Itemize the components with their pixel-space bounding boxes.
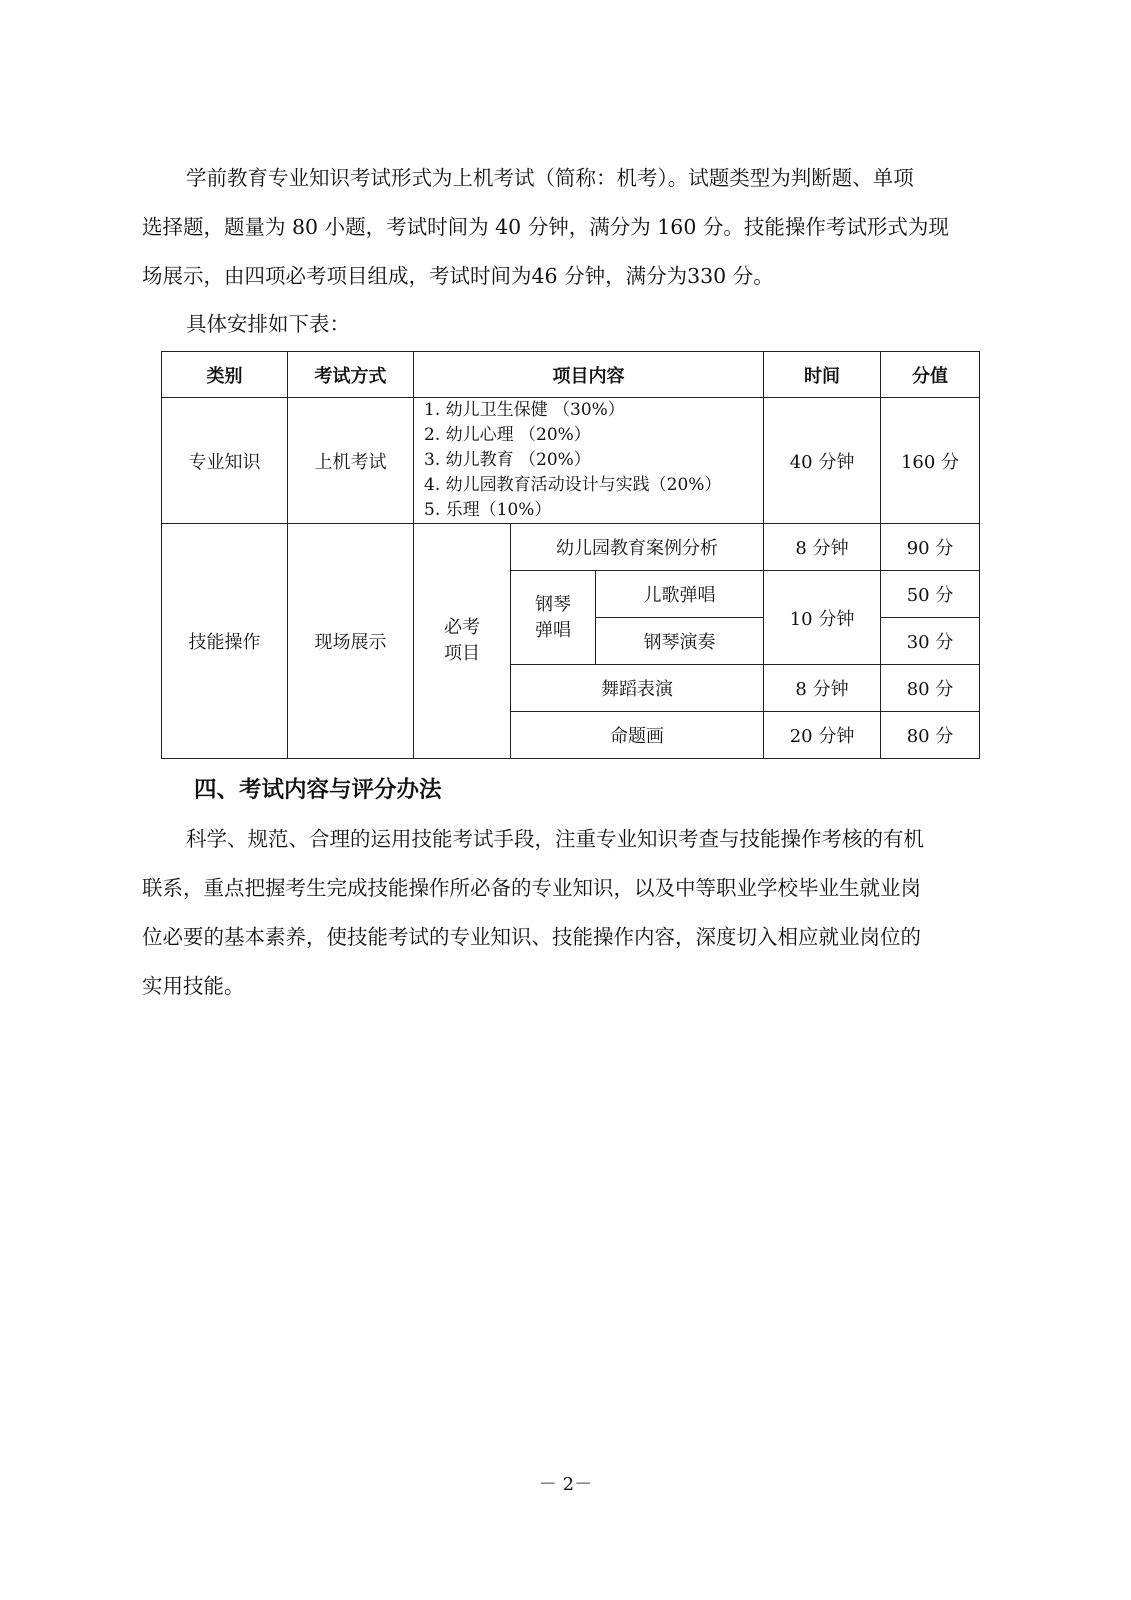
piano-performance-name: 钢琴演奏 bbox=[596, 618, 764, 665]
knowledge-method: 上机考试 bbox=[288, 398, 414, 524]
section-line: 科学、规范、合理的运用技能考试手段，注重专业知识考查与技能操作考核的有机 bbox=[186, 827, 924, 851]
section-line: 位必要的基本素养，使技能考试的专业知识、技能操作内容，深度切入相应就业岗位的 bbox=[142, 925, 921, 949]
dance-name: 舞蹈表演 bbox=[511, 665, 764, 712]
piano-performance-score: 30 分 bbox=[881, 618, 980, 665]
piano-time: 10 分钟 bbox=[764, 571, 881, 665]
dance-score: 80 分 bbox=[881, 665, 980, 712]
drawing-score: 80 分 bbox=[881, 712, 980, 759]
knowledge-item: 4. 幼儿园教育活动设计与实践（20%） bbox=[424, 475, 722, 495]
knowledge-items bbox=[414, 398, 764, 524]
exam-schedule-table bbox=[161, 351, 980, 759]
skills-method: 现场展示 bbox=[288, 524, 414, 759]
skills-category: 技能操作 bbox=[162, 524, 288, 759]
piano-group: 钢琴 弹唱 bbox=[511, 571, 596, 665]
intro-paragraph bbox=[142, 154, 1002, 301]
knowledge-item: 3. 幼儿教育 （20%） bbox=[424, 450, 591, 470]
table-header-row bbox=[162, 352, 980, 398]
header-time: 时间 bbox=[764, 352, 881, 398]
section-line: 联系，重点把握考生完成技能操作所必备的专业知识，以及中等职业学校毕业生就业岗 bbox=[142, 876, 921, 900]
knowledge-item: 1. 幼儿卫生保健 （30%） bbox=[424, 400, 625, 420]
intro-line: 选择题，题量为 80 小题，考试时间为 40 分钟，满分为 160 分。技能操作考试形式为现 bbox=[142, 215, 949, 239]
skills-required-label: 必考 项目 bbox=[414, 524, 511, 759]
header-category: 类别 bbox=[162, 352, 288, 398]
knowledge-score: 160 分 bbox=[881, 398, 980, 524]
piano-song-name: 儿歌弹唱 bbox=[596, 571, 764, 618]
table-row-case-analysis bbox=[162, 524, 980, 571]
page-number: － 2－ bbox=[538, 1474, 593, 1495]
section-heading: 四、考试内容与评分办法 bbox=[194, 777, 442, 803]
section-line: 实用技能。 bbox=[142, 974, 245, 998]
dance-time: 8 分钟 bbox=[764, 665, 881, 712]
header-score: 分值 bbox=[881, 352, 980, 398]
section-body bbox=[142, 815, 1002, 1011]
intro-line: 学前教育专业知识考试形式为上机考试（简称：机考）。试题类型为判断题、单项 bbox=[186, 166, 914, 190]
drawing-time: 20 分钟 bbox=[764, 712, 881, 759]
case-analysis-name: 幼儿园教育案例分析 bbox=[511, 524, 764, 571]
intro-line: 场展示，由四项必考项目组成，考试时间为46 分钟，满分为330 分。 bbox=[142, 264, 774, 288]
header-method: 考试方式 bbox=[288, 352, 414, 398]
table-row-knowledge bbox=[162, 398, 980, 524]
knowledge-item: 5. 乐理（10%） bbox=[424, 500, 552, 520]
schedule-note: 具体安排如下表： bbox=[186, 312, 350, 336]
knowledge-item: 2. 幼儿心理 （20%） bbox=[424, 425, 591, 445]
case-analysis-time: 8 分钟 bbox=[764, 524, 881, 571]
drawing-name: 命题画 bbox=[511, 712, 764, 759]
piano-song-score: 50 分 bbox=[881, 571, 980, 618]
header-content: 项目内容 bbox=[414, 352, 764, 398]
case-analysis-score: 90 分 bbox=[881, 524, 980, 571]
knowledge-category: 专业知识 bbox=[162, 398, 288, 524]
knowledge-time: 40 分钟 bbox=[764, 398, 881, 524]
